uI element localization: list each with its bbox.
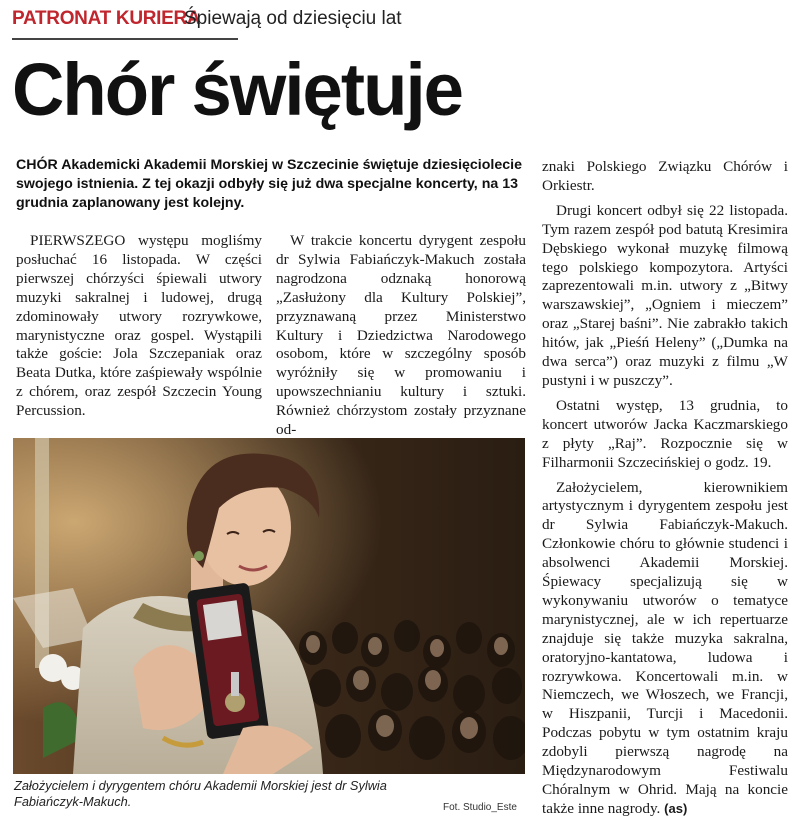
section-kicker — [12, 8, 452, 40]
paragraph-second-concert: Drugi koncert odbył się 22 listopada. Tym razem zespół pod batutą Kresimira Dębskiego wykonał muzykę filmową tego polskiego kompozytora. Artyści zaprezentowali m.in. utwory z „Bitwy warszawskiej”, „Ogniem i mieczem” oraz „Starej baśni”. Nie zabrakło takich hitów, jak „Pieśń Heleny” („Dumka na dwa serca”) oraz muzyki z filmu „W pustyni i w puszczy”. — [542, 201, 788, 389]
author-signature: (as) — [664, 800, 688, 816]
article-lead: CHÓR Akademicki Akademii Morskiej w Szczecinie świętuje dziesięciolecie swojego istnienia. Z tej okazji odbyły się już dwa specjalne koncerty, na 13 grudnia zaplanowany jest kolejny. — [16, 157, 522, 211]
kicker-subtitle: Śpiewają od dziesięciu lat — [184, 8, 402, 29]
article-column-1 — [16, 232, 262, 421]
founder-text: Założycielem, kierownikiem artystycznym i dyrygentem zespołu jest dr Sylwia Fabiańczyk-Makuch. Członkowie chóru to głównie studenci i absolwenci Akademii Morskiej. Śpiewacy specjalizują się w wykonywaniu utworów o tematyce marynistycznej, ale w ich repertuarze znajduje się także muzyka sakralna, oratoryjno-kantatowa, ludowa i rozrywkowa. Koncertowali m.in. w Niemczech, we Włoszech, we Francji, w Hiszpanii, Turcji i Macedonii. Podczas pobytu w tym ostatnim kraju zdobyli pierwszą nagrodę na Międzynarodowym Festiwalu Chóralnym w Ohrid. Mają na koncie także inne nagrody. — [542, 478, 788, 817]
article-column-3 — [542, 158, 788, 819]
paragraph-founder — [542, 479, 788, 819]
paragraph-last-concert: Ostatni występ, 13 grudnia, to koncert utworów Jacka Kaczmarskiego z płyty „Raj”. Rozpocznie się w Filharmonii Szczecińskiej o godz. 19. — [542, 396, 788, 471]
article-column-2 — [276, 232, 526, 440]
conductor-photo-illustration — [13, 438, 525, 774]
article-photo — [13, 438, 525, 774]
kicker-label: PATRONAT KURIERA — [12, 8, 201, 29]
paragraph-first-concert: PIERWSZEGO występu mogliśmy posłuchać 16 listopada. W części pierwszej chórzyści śpiewali utwory muzyki sakralnej i ludowej, drugą zdominowały utwory rozrywkowe, marynistyczne oraz gospel. Wystąpili także goście: Jola Szczepaniak oraz Beata Dutka, które zaśpiewały wspólnie z chórem, oraz zespół Szczecin Young Percussion. — [16, 232, 262, 420]
photo-credit: Fot. Studio_Este — [443, 802, 517, 813]
kicker-rule — [12, 38, 238, 40]
paragraph-award: W trakcie koncertu dyrygent zespołu dr Sylwia Fabiańczyk-Makuch została nagrodzona odznaką honorową „Zasłużony dla Kultury Polskiej”, przyznawaną przez Ministerstwo Kultury i Dziedzictwa Narodowego osobom, które w szczególny sposób wyróżniły się w promowaniu i upowszechnianiu kultury i sztuki. Również chórzystom zostały przyznane od- — [276, 232, 526, 439]
photo-caption: Założycielem i dyrygentem chóru Akademii Morskiej jest dr Sylwia Fabiańczyk-Makuch. — [14, 778, 387, 809]
article-headline: Chór świętuje — [12, 48, 463, 131]
paragraph-award-continued: znaki Polskiego Związku Chórów i Orkiestr. — [542, 158, 788, 194]
